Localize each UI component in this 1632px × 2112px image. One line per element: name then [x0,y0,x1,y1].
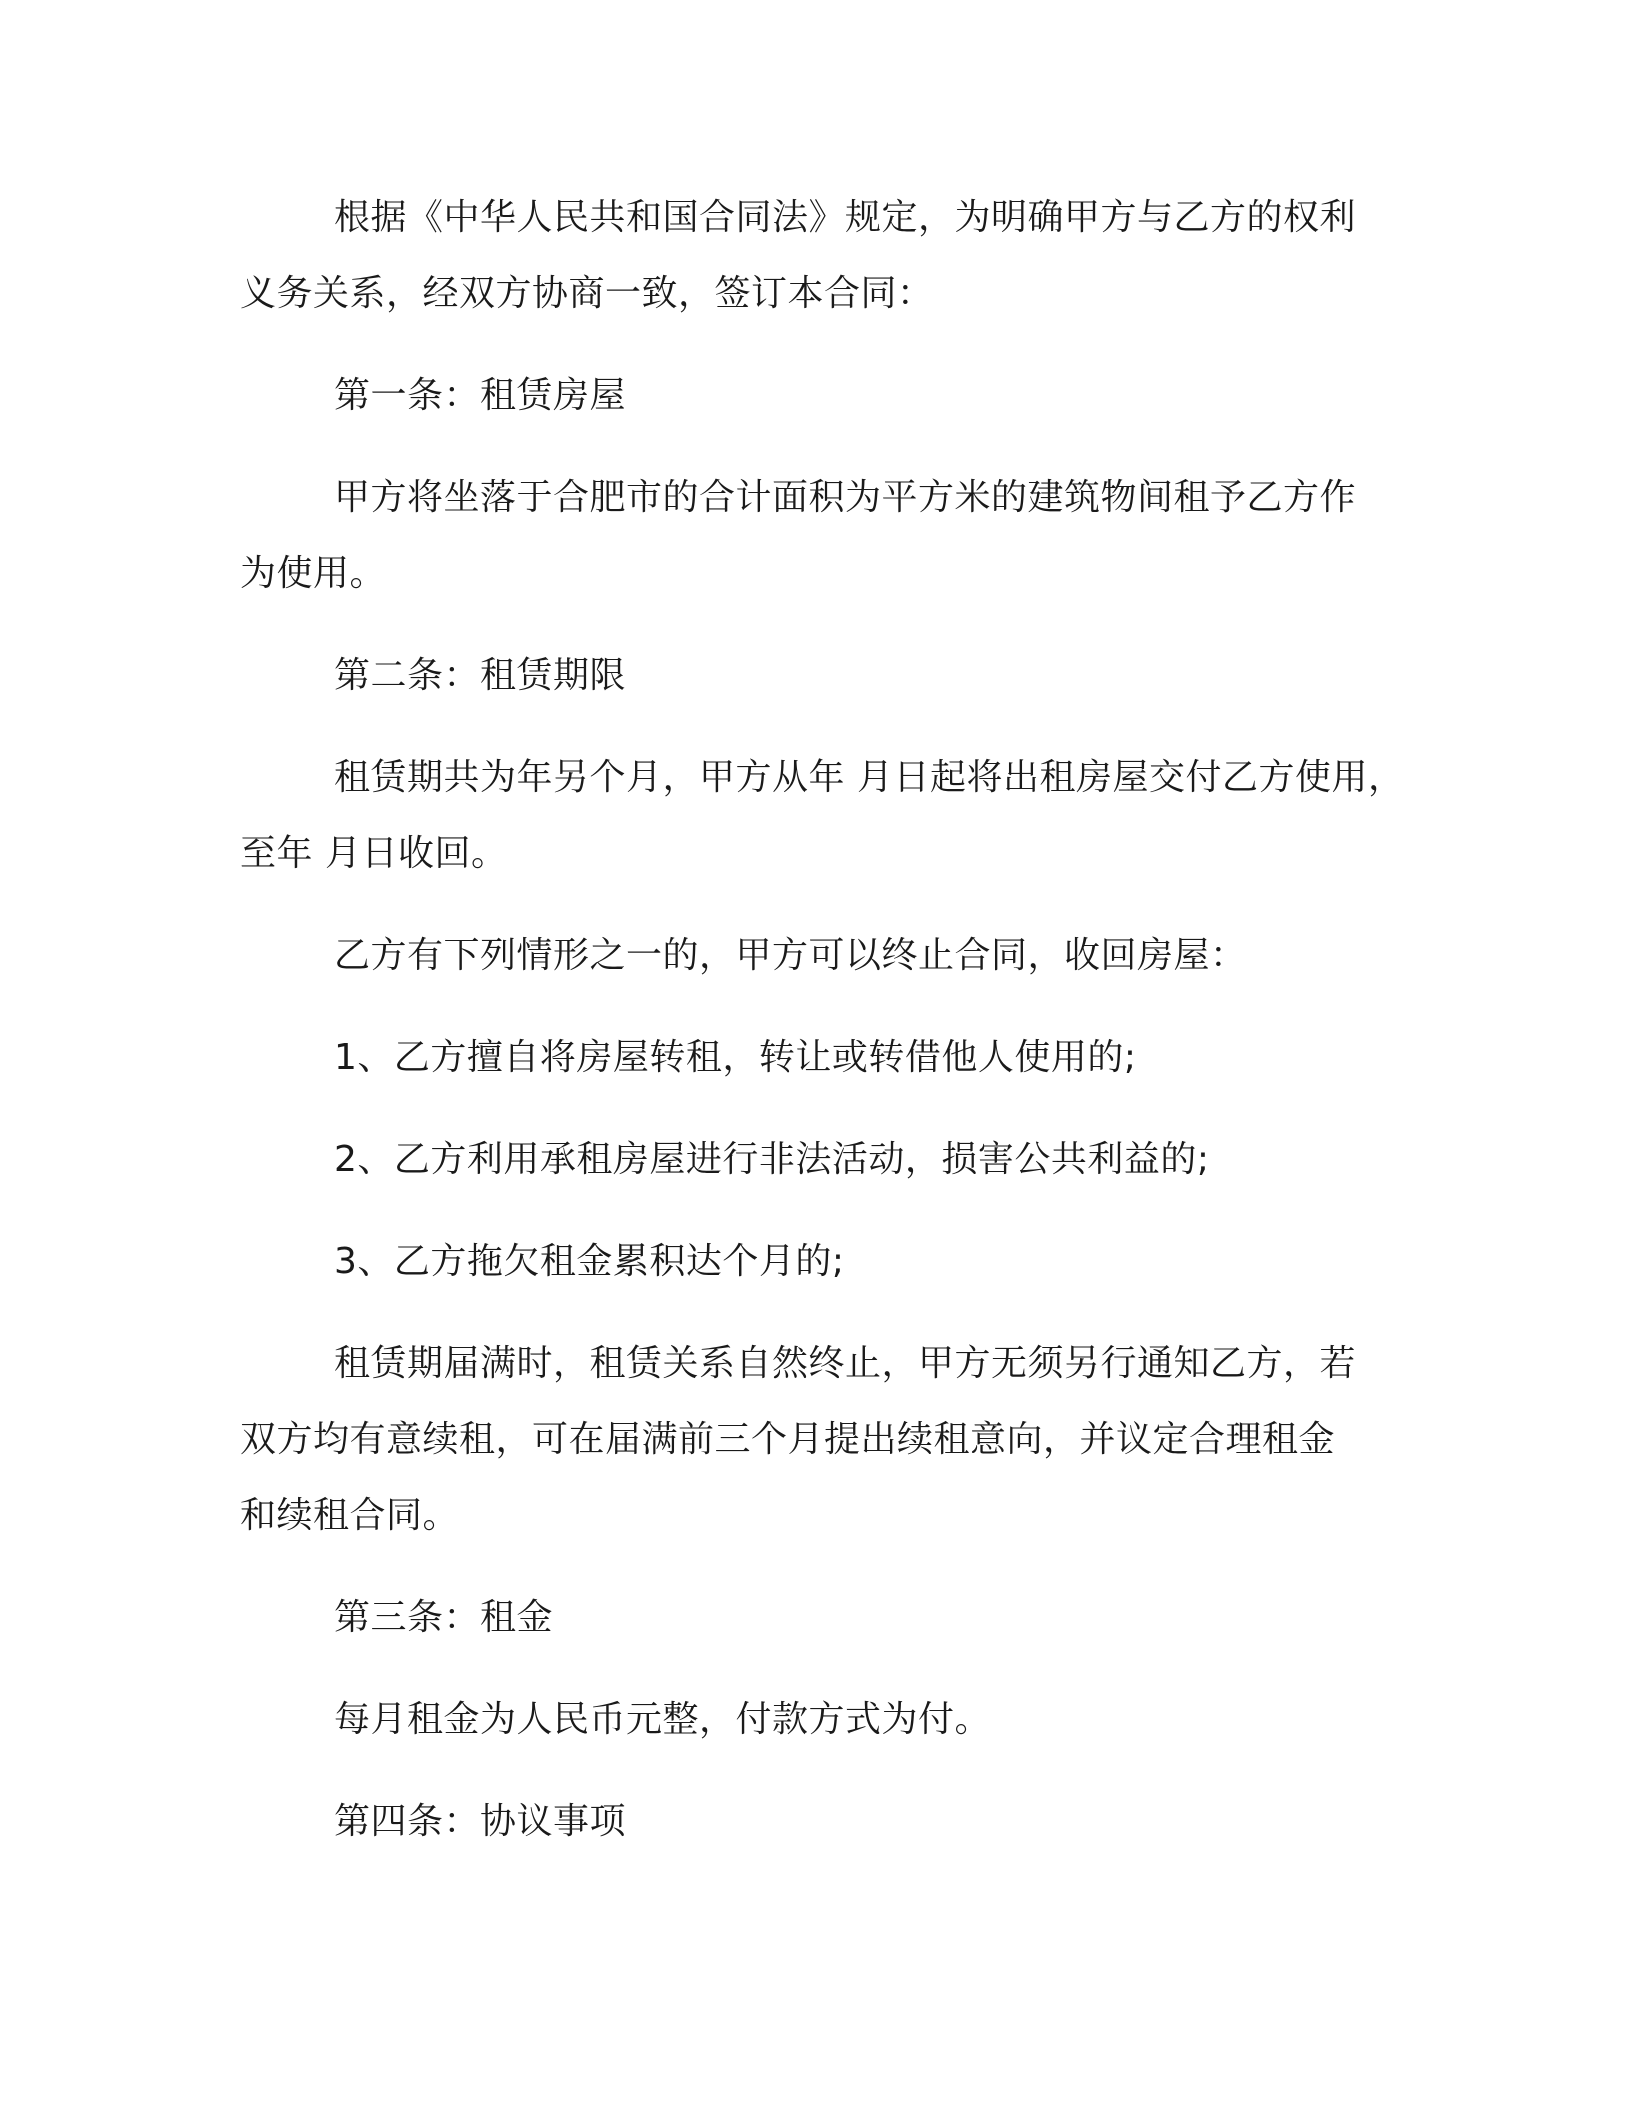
termination-item-1: 1、乙方擅自将房屋转租，转让或转借他人使用的; [334,1037,1137,1078]
expiry-text-line-2: 双方均有意续租，可在届满前三个月提出续租意向，并议定合理租金 [240,1419,1336,1460]
paragraph-intro-line-1: 根据《中华人民共和国合同法》规定，为明确甲方与乙方的权利 [334,197,1357,238]
article-1-heading: 第一条：租赁房屋 [334,375,627,416]
article-2-text-line-2: 至年 月日收回。 [240,833,508,874]
article-1-text-line-2: 为使用。 [240,553,387,594]
expiry-text-line-3: 和续租合同。 [240,1495,460,1536]
article-2-heading: 第二条：租赁期限 [334,655,627,696]
article-3-text: 每月租金为人民币元整，付款方式为付。 [334,1699,992,1740]
termination-item-2: 2、乙方利用承租房屋进行非法活动，损害公共利益的; [334,1139,1210,1180]
article-3-heading: 第三条：租金 [334,1597,554,1638]
expiry-text-line-1: 租赁期届满时，租赁关系自然终止，甲方无须另行通知乙方，若 [334,1343,1357,1384]
termination-intro: 乙方有下列情形之一的，甲方可以终止合同，收回房屋： [334,935,1247,976]
article-2-text-line-1: 租赁期共为年另个月，甲方从年 月日起将出租房屋交付乙方使用， [334,757,1405,798]
article-4-heading: 第四条：协议事项 [334,1801,627,1842]
article-1-text-line-1: 甲方将坐落于合肥市的合计面积为平方米的建筑物间租予乙方作 [334,477,1357,518]
termination-item-3: 3、乙方拖欠租金累积达个月的; [334,1241,845,1282]
paragraph-intro-line-2: 义务关系，经双方协商一致，签订本合同： [240,273,934,314]
